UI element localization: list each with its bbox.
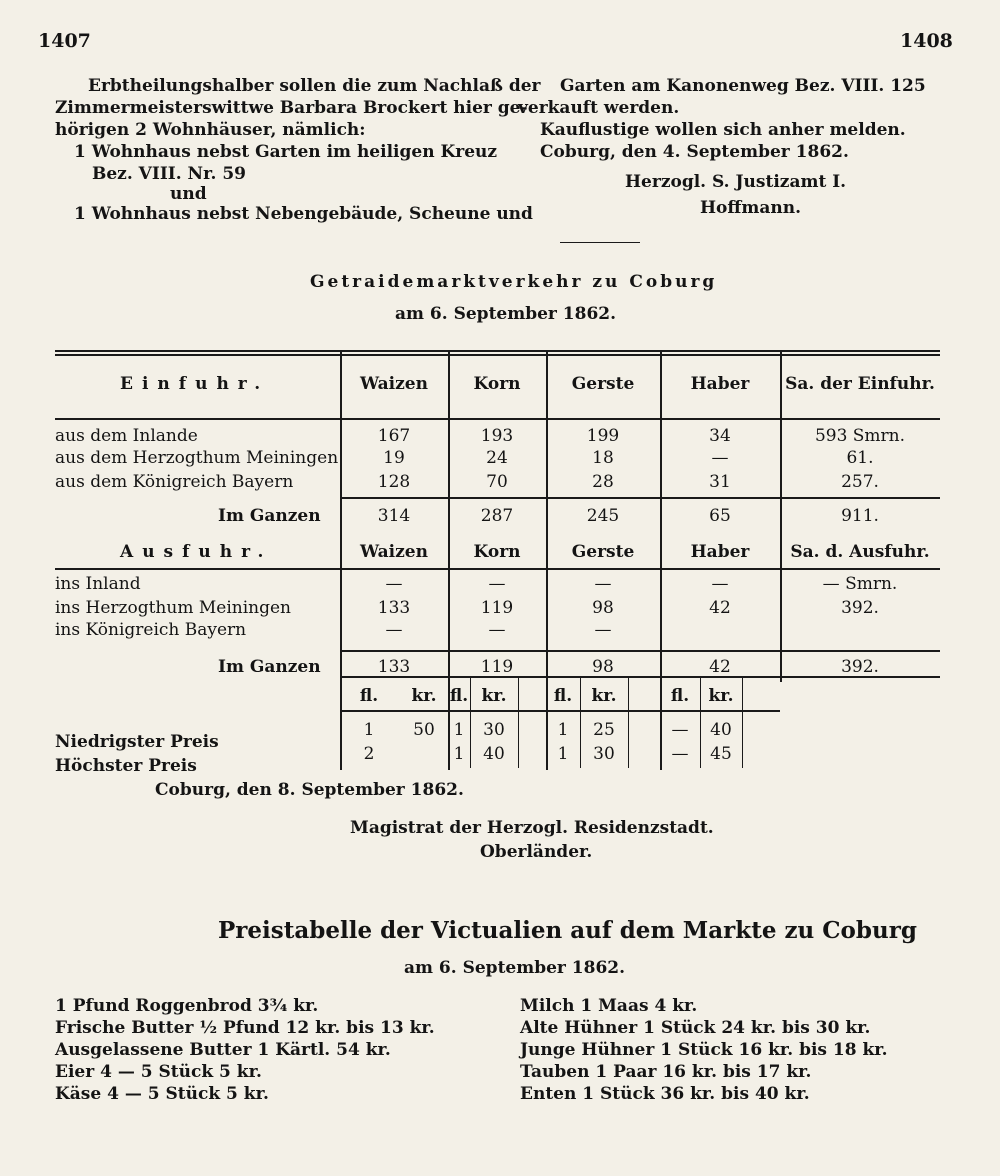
table-cell: 19	[383, 448, 405, 468]
market-place-date: Coburg, den 8. September 1862.	[155, 780, 464, 800]
column-header-waizen: Waizen	[360, 374, 428, 394]
notice-right-line: Herzogl. S. Justizamt I.	[625, 172, 847, 192]
separator-rule	[560, 242, 640, 243]
table-cell: 193	[480, 426, 514, 446]
table-cell: —	[488, 620, 506, 640]
table-rule	[340, 650, 940, 652]
export-header-label: Ausfuhr.	[120, 542, 273, 562]
export-row-label: ins Inland	[55, 574, 141, 594]
table-cell: 133	[377, 598, 411, 618]
import-header-label: Einfuhr.	[120, 374, 270, 394]
table-cell: 65	[709, 506, 731, 526]
table-cell: 42	[709, 657, 731, 677]
price-unit: kr.	[591, 686, 617, 706]
notice-right-line: Kauflustige wollen sich anher melden.	[540, 120, 906, 140]
table-cell: 1	[453, 720, 465, 740]
notice-right-line: verkauft werden.	[518, 98, 680, 118]
table-cell: 1	[557, 720, 569, 740]
price-unit: fl.	[670, 686, 690, 706]
price-unit: fl.	[449, 686, 469, 706]
column-header-korn: Korn	[473, 374, 521, 394]
table-cell: 911.	[841, 506, 879, 526]
victuals-right-item: Alte Hühner 1 Stück 24 kr. bis 30 kr.	[520, 1018, 871, 1038]
notice-left-line: 1 Wohnhaus nebst Garten im heiligen Kreuz	[74, 142, 498, 162]
table-cell: —	[594, 620, 612, 640]
table-cell: 128	[377, 472, 411, 492]
market-title: Getraidemarktverkehr zu Coburg	[310, 272, 718, 292]
table-rule	[55, 418, 940, 420]
column-header-haber: Haber	[690, 374, 750, 394]
notice-right-line: Garten am Kanonenweg Bez. VIII. 125	[560, 76, 926, 96]
victuals-left-item: Eier 4 — 5 Stück 5 kr.	[55, 1062, 262, 1082]
notice-left-line: Zimmermeisterswittwe Barbara Brockert hier ge-	[55, 98, 528, 118]
table-cell: 314	[377, 506, 411, 526]
notice-right-line: Hoffmann.	[700, 198, 801, 218]
table-cell: —	[488, 574, 506, 594]
victuals-date: am 6. September 1862.	[404, 958, 626, 978]
notice-left-line: hörigen 2 Wohnhäuser, nämlich:	[55, 120, 366, 140]
table-rule	[340, 497, 940, 499]
table-cell: 25	[593, 720, 615, 740]
table-rule	[55, 354, 940, 356]
table-cell: 257.	[841, 472, 879, 492]
victuals-left-item: Ausgelassene Butter 1 Kärtl. 54 kr.	[55, 1040, 391, 1060]
table-cell: 18	[592, 448, 614, 468]
export-row-label: ins Herzogthum Meiningen	[55, 598, 291, 618]
table-cell: —	[711, 574, 729, 594]
victuals-right-item: Junge Hühner 1 Stück 16 kr. bis 18 kr.	[520, 1040, 888, 1060]
table-cell: 34	[709, 426, 731, 446]
table-cell: 133	[377, 657, 411, 677]
table-cell: 98	[592, 598, 614, 618]
import-row-label: aus dem Königreich Bayern	[55, 472, 294, 492]
column-header-waizen: Waizen	[360, 542, 428, 562]
table-cell: 119	[480, 657, 514, 677]
victuals-title: Preistabelle der Victualien auf dem Markte zu Coburg	[218, 917, 917, 944]
table-cell: —	[385, 620, 403, 640]
price-row-label: Höchster Preis	[55, 756, 197, 776]
table-cell: 28	[592, 472, 614, 492]
import-total-label: Im Ganzen	[218, 506, 321, 526]
table-cell: 119	[480, 598, 514, 618]
table-cell: 70	[486, 472, 508, 492]
notice-left-line: Erbtheilungshalber sollen die zum Nachlaß der	[88, 76, 541, 96]
table-cell: 199	[586, 426, 620, 446]
import-row-label: aus dem Herzogthum Meiningen	[55, 448, 339, 468]
table-cell: 287	[480, 506, 514, 526]
victuals-right-item: Milch 1 Maas 4 kr.	[520, 996, 698, 1016]
column-header-sum: Sa. der Einfuhr.	[785, 374, 935, 394]
victuals-left-item: Käse 4 — 5 Stück 5 kr.	[55, 1084, 269, 1104]
price-subcolumn-rule	[628, 678, 629, 768]
table-cell: —	[594, 574, 612, 594]
table-cell: 31	[709, 472, 731, 492]
table-rule	[55, 568, 940, 570]
table-cell: 30	[593, 744, 615, 764]
export-total-label: Im Ganzen	[218, 657, 321, 677]
table-rule	[340, 710, 780, 712]
price-row-label: Niedrigster Preis	[55, 732, 219, 752]
table-cell: 1	[453, 744, 465, 764]
price-unit: kr.	[481, 686, 507, 706]
victuals-left-item: Frische Butter ½ Pfund 12 kr. bis 13 kr.	[55, 1018, 435, 1038]
table-cell: 24	[486, 448, 508, 468]
price-unit: kr.	[708, 686, 734, 706]
table-cell: 593 Smrn.	[814, 426, 906, 446]
table-cell: 61.	[846, 448, 874, 468]
column-header-korn: Korn	[473, 542, 521, 562]
table-cell: —	[671, 744, 689, 764]
price-unit: kr.	[411, 686, 437, 706]
table-cell: 1	[557, 744, 569, 764]
notice-left-line: 1 Wohnhaus nebst Nebengebäude, Scheune und	[74, 204, 533, 224]
price-unit: fl.	[553, 686, 573, 706]
column-header-gerste: Gerste	[571, 542, 635, 562]
table-cell: 40	[710, 720, 732, 740]
victuals-right-item: Enten 1 Stück 36 kr. bis 40 kr.	[520, 1084, 810, 1104]
table-cell: 30	[483, 720, 505, 740]
table-cell: 167	[377, 426, 411, 446]
table-cell: —	[671, 720, 689, 740]
table-cell: 50	[413, 720, 435, 740]
table-cell: —	[711, 448, 729, 468]
table-cell: —	[385, 574, 403, 594]
price-subcolumn-rule	[742, 678, 743, 768]
victuals-right-item: Tauben 1 Paar 16 kr. bis 17 kr.	[520, 1062, 812, 1082]
price-subcolumn-rule	[518, 678, 519, 768]
notice-right-line: Coburg, den 4. September 1862.	[540, 142, 849, 162]
notice-left-line: und	[170, 184, 207, 204]
table-cell: 2	[363, 744, 375, 764]
page-number-left: 1407	[38, 30, 91, 52]
export-row-label: ins Königreich Bayern	[55, 620, 247, 640]
page-number-right: 1408	[900, 30, 953, 52]
column-header-haber: Haber	[690, 542, 750, 562]
table-cell: 40	[483, 744, 505, 764]
market-date: am 6. September 1862.	[395, 304, 617, 324]
table-cell: — Smrn.	[822, 574, 898, 594]
market-signature-name: Oberländer.	[480, 842, 593, 862]
market-signature-office: Magistrat der Herzogl. Residenzstadt.	[350, 818, 714, 838]
table-cell: 392.	[841, 598, 879, 618]
victuals-left-item: 1 Pfund Roggenbrod 3¾ kr.	[55, 996, 319, 1016]
table-rule	[55, 350, 940, 352]
table-cell: 98	[592, 657, 614, 677]
table-cell: 1	[363, 720, 375, 740]
column-header-sum: Sa. d. Ausfuhr.	[790, 542, 930, 562]
table-cell: 392.	[841, 657, 879, 677]
import-row-label: aus dem Inlande	[55, 426, 198, 446]
notice-left-line: Bez. VIII. Nr. 59	[92, 164, 246, 184]
table-cell: 45	[710, 744, 732, 764]
table-cell: 245	[586, 506, 620, 526]
table-cell: 42	[709, 598, 731, 618]
column-header-gerste: Gerste	[571, 374, 635, 394]
price-unit: fl.	[359, 686, 379, 706]
